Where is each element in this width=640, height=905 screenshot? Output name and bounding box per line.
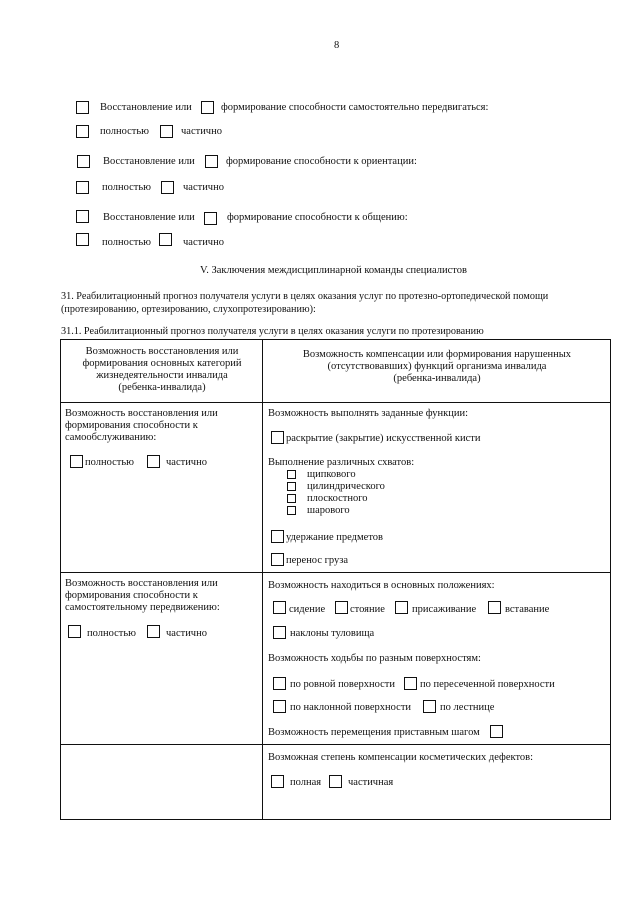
- checkbox-standing[interactable]: [335, 601, 348, 614]
- label-cosmetic-partial: частичная: [348, 777, 394, 788]
- table-col-divider: [262, 339, 263, 820]
- label-side-step: Возможность перемещения приставным шагом: [268, 727, 480, 738]
- checkbox-form-orient[interactable]: [205, 155, 218, 168]
- checkbox-selfcare-full[interactable]: [70, 455, 83, 468]
- label-walk-incline: по наклонной поверхности: [290, 702, 412, 713]
- label-grip-spherical: шарового: [307, 505, 350, 516]
- label-restore-move: Восстановление или: [100, 102, 192, 113]
- label-sitting-down: присаживание: [412, 604, 477, 615]
- label-hand-opening: раскрытие (закрытие) искусственной кисти: [286, 433, 481, 444]
- para-31-line2: (протезированию, ортезированию, слухопротезированию):: [61, 304, 316, 315]
- checkbox-sitting-down[interactable]: [395, 601, 408, 614]
- checkbox-communicate-full[interactable]: [76, 233, 89, 246]
- checkbox-hold-objects[interactable]: [271, 530, 284, 543]
- label-form-move: формирование способности самостоятельно передвигаться:: [221, 102, 489, 113]
- row1-left-title-line: Возможность восстановления или: [65, 408, 218, 419]
- label-restore-orient: Восстановление или: [103, 156, 195, 167]
- label-form-communicate: формирование способности к общению:: [227, 212, 408, 223]
- table-border-right: [610, 339, 611, 820]
- header-col1-line: жизнедеятельности инвалида: [96, 370, 228, 381]
- row3-cosmetic-title: Возможная степень компенсации косметических дефектов:: [268, 752, 534, 763]
- table-row-divider-1: [60, 402, 611, 403]
- checkbox-restore-communicate[interactable]: [76, 210, 89, 223]
- checkbox-orient-full[interactable]: [76, 181, 89, 194]
- para-31-line1: 31. Реабилитационный прогноз получателя услуги в целях оказания услуг по протезно-ортопедической помощи: [61, 291, 549, 302]
- label-locomotion-full: полностью: [87, 628, 136, 639]
- checkbox-sitting[interactable]: [273, 601, 286, 614]
- checkbox-grip-flat[interactable]: [287, 494, 296, 503]
- checkbox-grip-cylindrical[interactable]: [287, 482, 296, 491]
- label-orient-full: полностью: [102, 182, 151, 193]
- header-col2-line: Возможность компенсации или формирования нарушенных: [302, 349, 572, 360]
- checkbox-form-move[interactable]: [201, 101, 214, 114]
- label-cosmetic-full: полная: [290, 777, 322, 788]
- label-move-full: полностью: [100, 126, 149, 137]
- para-31-1: 31.1. Реабилитационный прогноз получателя услуги в целях оказания услуги по протезированию: [61, 326, 484, 337]
- checkbox-walk-stairs[interactable]: [423, 700, 436, 713]
- checkbox-walk-incline[interactable]: [273, 700, 286, 713]
- checkbox-side-step[interactable]: [490, 725, 503, 738]
- row1-left-title-line: самообслуживанию:: [65, 432, 157, 443]
- checkbox-locomotion-partial[interactable]: [147, 625, 160, 638]
- row2-left-title-line: Возможность восстановления или: [65, 578, 218, 589]
- label-walk-stairs: по лестнице: [440, 702, 495, 713]
- label-locomotion-partial: частично: [166, 628, 207, 639]
- checkbox-cosmetic-full[interactable]: [271, 775, 284, 788]
- header-col1-line: (ребенка-инвалида): [118, 382, 206, 393]
- label-hold-objects: удержание предметов: [286, 532, 383, 543]
- checkbox-selfcare-partial[interactable]: [147, 455, 160, 468]
- header-col1-line: формирования основных категорий: [82, 358, 242, 369]
- row1-left-title: [65, 408, 218, 444]
- label-standing-up: вставание: [505, 604, 550, 615]
- checkbox-grip-spherical[interactable]: [287, 506, 296, 515]
- table-border-bottom: [60, 819, 611, 820]
- checkbox-move-full[interactable]: [76, 125, 89, 138]
- checkbox-move-partial[interactable]: [160, 125, 173, 138]
- label-orient-partial: частично: [183, 182, 224, 193]
- label-standing: стояние: [350, 604, 385, 615]
- section-heading: V. Заключения междисциплинарной команды специалистов: [200, 265, 467, 276]
- label-sitting: сидение: [289, 604, 326, 615]
- checkbox-communicate-partial[interactable]: [159, 233, 172, 246]
- checkbox-walk-rough[interactable]: [404, 677, 417, 690]
- label-walk-rough: по пересеченной поверхности: [420, 679, 555, 690]
- label-form-orient: формирование способности к ориентации:: [226, 156, 417, 167]
- label-grip-pinch: щипкового: [307, 469, 356, 480]
- grips-title: Выполнение различных схватов:: [268, 457, 415, 468]
- checkbox-restore-move[interactable]: [76, 101, 89, 114]
- label-grip-cylindrical: цилиндрического: [307, 481, 385, 492]
- table-row-divider-3: [60, 744, 611, 745]
- label-selfcare-full: полностью: [85, 457, 134, 468]
- header-col2: [264, 349, 610, 385]
- table-border-top: [60, 339, 611, 340]
- header-col1: [62, 346, 262, 394]
- row2-left-title: [65, 578, 220, 614]
- header-col2-line: (ребенка-инвалида): [393, 373, 481, 384]
- checkbox-form-communicate[interactable]: [204, 212, 217, 225]
- checkbox-hand-opening[interactable]: [271, 431, 284, 444]
- label-carry-load: перенос груза: [286, 555, 349, 566]
- checkbox-standing-up[interactable]: [488, 601, 501, 614]
- checkbox-carry-load[interactable]: [271, 553, 284, 566]
- label-grip-flat: плоскостного: [307, 493, 368, 504]
- checkbox-grip-pinch[interactable]: [287, 470, 296, 479]
- row1-left-title-line: формирования способности к: [65, 420, 198, 431]
- walk-title: Возможность ходьбы по разным поверхностям:: [268, 653, 481, 664]
- table-border-left: [60, 339, 61, 820]
- row2-left-title-line: формирования способности к: [65, 590, 198, 601]
- label-communicate-full: полностью: [102, 237, 151, 248]
- checkbox-walk-flat[interactable]: [273, 677, 286, 690]
- label-move-partial: частично: [181, 126, 222, 137]
- checkbox-orient-partial[interactable]: [161, 181, 174, 194]
- checkbox-locomotion-full[interactable]: [68, 625, 81, 638]
- page-number: 8: [334, 40, 340, 51]
- checkbox-cosmetic-partial[interactable]: [329, 775, 342, 788]
- header-col1-line: Возможность восстановления или: [85, 346, 239, 357]
- checkbox-restore-orient[interactable]: [77, 155, 90, 168]
- label-restore-communicate: Восстановление или: [103, 212, 195, 223]
- table-row-divider-2: [60, 572, 611, 573]
- label-torso-tilt: наклоны туловища: [290, 628, 375, 639]
- header-col2-line: (отсутствовавших) функций организма инвалида: [327, 361, 547, 372]
- row2-left-title-line: самостоятельному передвижению:: [65, 602, 220, 613]
- label-communicate-partial: частично: [183, 237, 224, 248]
- checkbox-torso-tilt[interactable]: [273, 626, 286, 639]
- label-selfcare-partial: частично: [166, 457, 207, 468]
- row1-right-title: Возможность выполнять заданные функции:: [268, 408, 469, 419]
- row2-positions-title: Возможность находиться в основных положениях:: [268, 580, 495, 591]
- label-walk-flat: по ровной поверхности: [290, 679, 395, 690]
